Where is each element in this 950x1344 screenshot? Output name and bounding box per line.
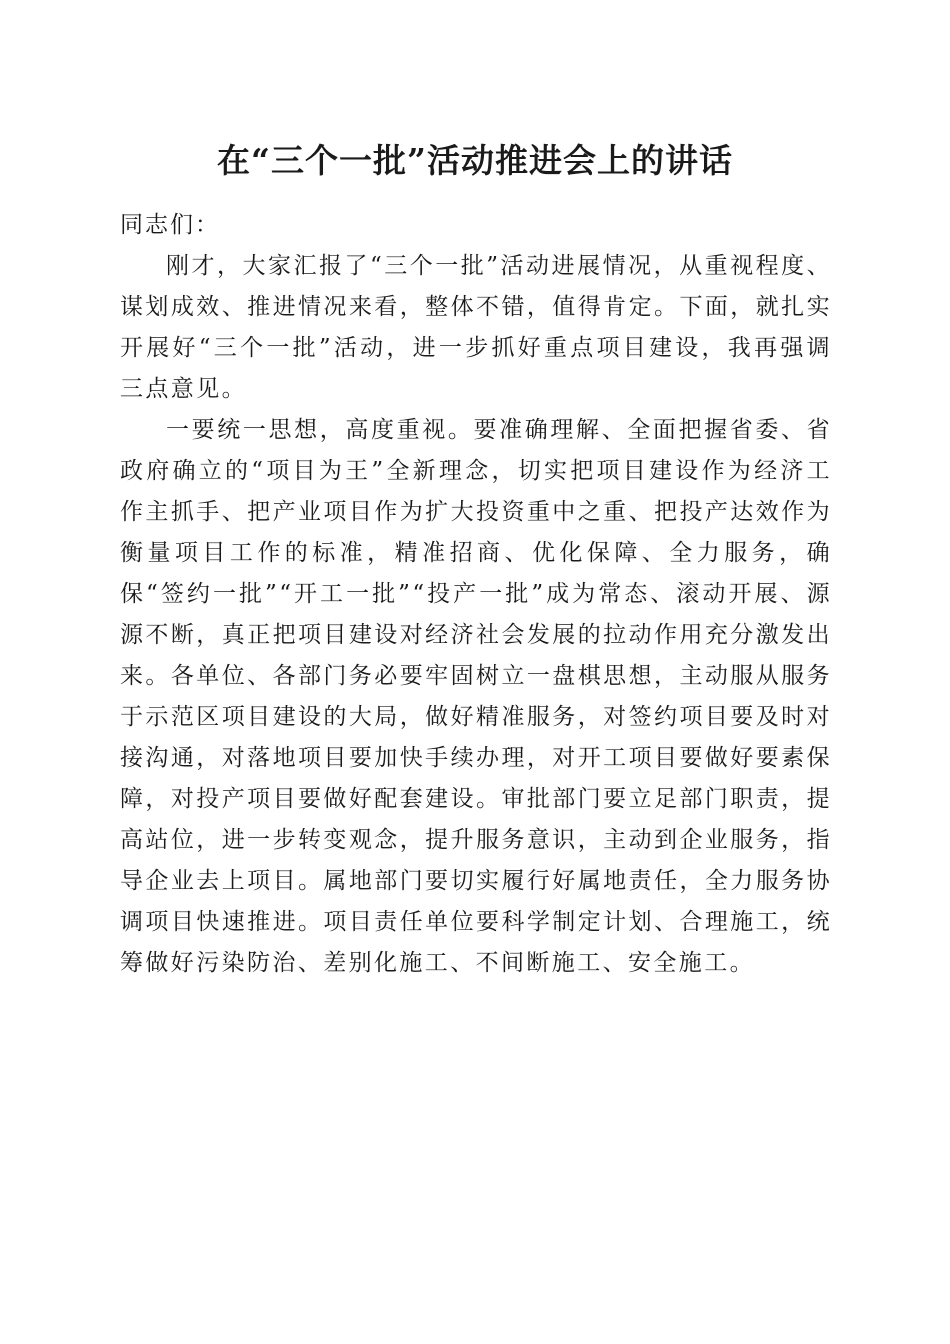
paragraph-intro: 刚才，大家汇报了“三个一批”活动进展情况，从重视程度、谋划成效、推进情况来看，整体不错，值得肯定。下面，就扎实开展好“三个一批”活动，进一步抓好重点项目建设，我再强调三点意见。	[120, 253, 832, 402]
salutation: 同志们：	[120, 212, 220, 238]
paragraph-point-one: 一要统一思想，高度重视。要准确理解、全面把握省委、省政府确立的“项目为王”全新理念，切实把项目建设作为经济工作主抓手、把产业项目作为扩大投资重中之重、把投产达效作为衡量项目工作的标准，精准招商、优化保障、全力服务，确保“签约一批”“开工一批”“投产一批”成为常态、滚动开展、源源不断，真正把项目建设对经济社会发展的拉动作用充分激发出来。各单位、各部门务必要牢固树立一盘棋思想，主动服从服务于示范区项目建设的大局，做好精准服务，对签约项目要及时对接沟通，对落地项目要加快手续办理，对开工项目要做好要素保障，对投产项目要做好配套建设。审批部门要立足部门职责，提高站位，进一步转变观念，提升服务意识，主动到企业服务，指导企业去上项目。属地部门要切实履行好属地责任，全力服务协调项目快速推进。项目责任单位要科学制定计划、合理施工，统筹做好污染防治、差别化施工、不间断施工、安全施工。	[120, 417, 832, 976]
document-body	[120, 205, 832, 984]
document-title: 在“三个一批”活动推进会上的讲话	[217, 141, 733, 180]
